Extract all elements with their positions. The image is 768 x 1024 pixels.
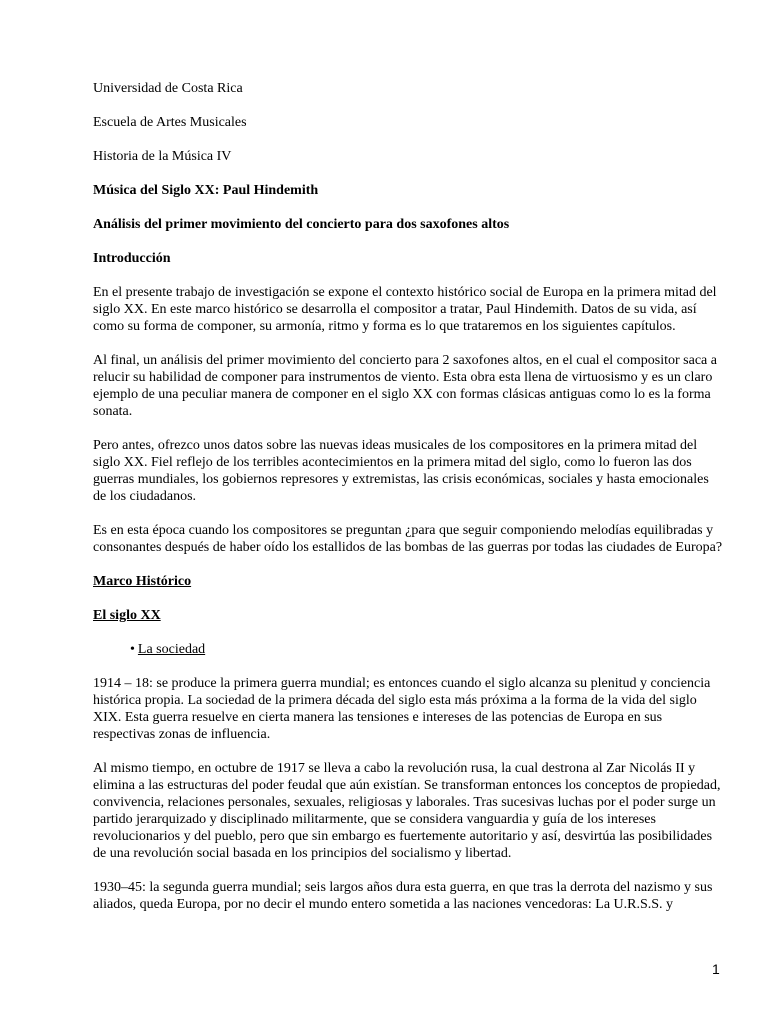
intro-paragraph: En el presente trabajo de investigación se expone el contexto histórico social de Europa en la primera mitad del siglo XX. En este marco histórico se desarrolla el compositor a tratar, Paul Hindemith. Datos de su vida, así como su forma de componer, su armonía, ritmo y forma es lo que trataremos en los siguientes capítulos. xyxy=(93,285,717,334)
marco-paragraph: 1914 – 18: se produce la primera guerra mundial; es entonces cuando el siglo alcanza su plenitud y conciencia histórica propia. La sociedad de la primera década del siglo esta más próxima a la forma de la vida del siglo XIX. Esta guerra resuelve en cierta manera las tensiones e intereses de las potencias de Europa en sus respectivas zonas de influencia. xyxy=(93,676,711,742)
university-name: Universidad de Costa Rica xyxy=(93,81,243,96)
document-subtitle: Análisis del primer movimiento del concierto para dos saxofones altos xyxy=(93,217,510,232)
marco-paragraph: Al mismo tiempo, en octubre de 1917 se lleva a cabo la revolución rusa, la cual destrona al Zar Nicolás II y elimina a las estructuras del poder feudal que aún existían. Se transforman entonces los conceptos de propiedad, convivencia, relaciones personales, sexuales, religiosas y laborales. Tras sucesivas luchas por el poder surge un partido jerarquizado y disciplinado militarmente, que se considera vanguardia y guía de los intereses revolucionarios y del pueblo, pero que sin embargo es fuertemente autoritario y así, desvirtúa las posibilidades de una revolución social basada en los principios del socialismo y libertad. xyxy=(93,761,721,861)
bullet-item xyxy=(93,641,723,658)
intro-paragraph: Pero antes, ofrezco unos datos sobre las nuevas ideas musicales de los compositores en la primera mitad del siglo XX. Fiel reflejo de los terribles acontecimientos en la primera mitad del siglo, como lo fueron las dos guerras mundiales, los gobiernos represores y extremistas, las crisis económicas, sociales y hasta emocionales de los ciudadanos. xyxy=(93,438,709,504)
school-name: Escuela de Artes Musicales xyxy=(93,115,247,130)
bullet-label: La sociedad xyxy=(137,642,206,657)
marco-heading: Marco Histórico xyxy=(93,574,192,589)
marco-paragraph: 1930–45: la segunda guerra mundial; seis largos años dura esta guerra, en que tras la derrota del nazismo y sus aliados, queda Europa, por no decir el mundo entero sometida a las naciones vencedoras: La U.R.S.S. y xyxy=(93,880,713,912)
page-number: 1 xyxy=(712,961,720,977)
course-name: Historia de la Música IV xyxy=(93,149,232,164)
intro-paragraph: Es en esta época cuando los compositores se preguntan ¿para que seguir componiendo melodías equilibradas y consonantes después de haber oído los estallidos de las bombas de las guerras por todas las ciudades de Europa? xyxy=(93,523,723,555)
intro-paragraph: Al final, un análisis del primer movimiento del concierto para 2 saxofones altos, en el cual el compositor saca a relucir su habilidad de componer para instrumentos de viento. Esta obra esta llena de virtuosismo y es un claro ejemplo de una peculiar manera de componer en el siglo XX con formas clásicas antiguas como lo es la forma sonata. xyxy=(93,353,717,419)
document-body xyxy=(93,80,723,930)
siglo-heading: El siglo XX xyxy=(93,608,161,623)
document-title: Música del Siglo XX: Paul Hindemith xyxy=(93,183,319,198)
intro-heading: Introducción xyxy=(93,251,171,266)
bullet-icon: • xyxy=(130,642,135,657)
